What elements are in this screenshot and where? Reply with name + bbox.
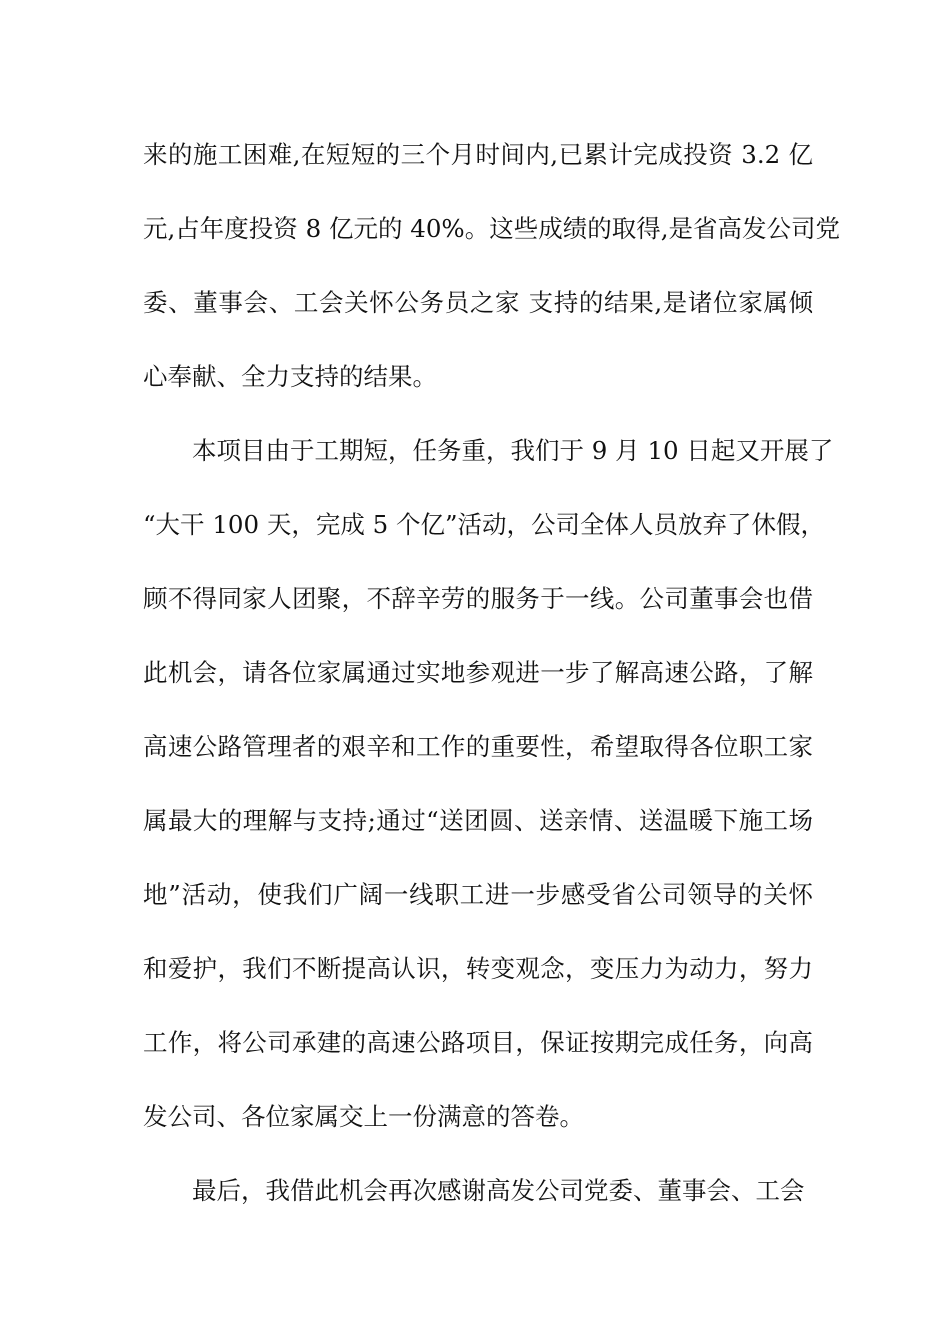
text-line-6: “大干 100 天，完成 5 个亿”活动，公司全体人员放弃了休假， [143, 510, 826, 539]
text-line-2: 元,占年度投资 8 亿元的 40%。这些成绩的取得,是省高发公司党 [143, 214, 840, 243]
text-line-13: 工作，将公司承建的高速公路项目，保证按期完成任务，向高 [143, 1028, 813, 1057]
text-line-10: 属最大的理解与支持;通过“送团圆、送亲情、送温暖下施工场 [143, 806, 813, 835]
text-line-14: 发公司、各位家属交上一份满意的答卷。 [143, 1102, 584, 1131]
paragraph-start-line: 本项目由于工期短，任务重，我们于 9 月 10 日起又开展了 [192, 436, 834, 465]
text-line-11: 地”活动，使我们广阔一线职工进一步感受省公司领导的关怀 [143, 880, 813, 909]
text-line-12: 和爱护，我们不断提高认识，转变观念，变压力为动力，努力 [143, 954, 813, 983]
text-line-7: 顾不得同家人团聚，不辞辛劳的服务于一线。公司董事会也借 [143, 584, 813, 613]
text-line-1: 来的施工困难,在短短的三个月时间内,已累计完成投资 3.2 亿 [143, 140, 813, 169]
text-line-8: 此机会，请各位家属通过实地参观进一步了解高速公路，了解 [143, 658, 813, 687]
paragraph-start-line: 最后，我借此机会再次感谢高发公司党委、董事会、工会 [192, 1176, 805, 1205]
text-line-3: 委、董事会、工会关怀公务员之家 支持的结果,是诸位家属倾 [143, 288, 813, 317]
text-line-4: 心奉献、全力支持的结果。 [143, 362, 437, 391]
text-line-9: 高速公路管理者的艰辛和工作的重要性，希望取得各位职工家 [143, 732, 813, 761]
